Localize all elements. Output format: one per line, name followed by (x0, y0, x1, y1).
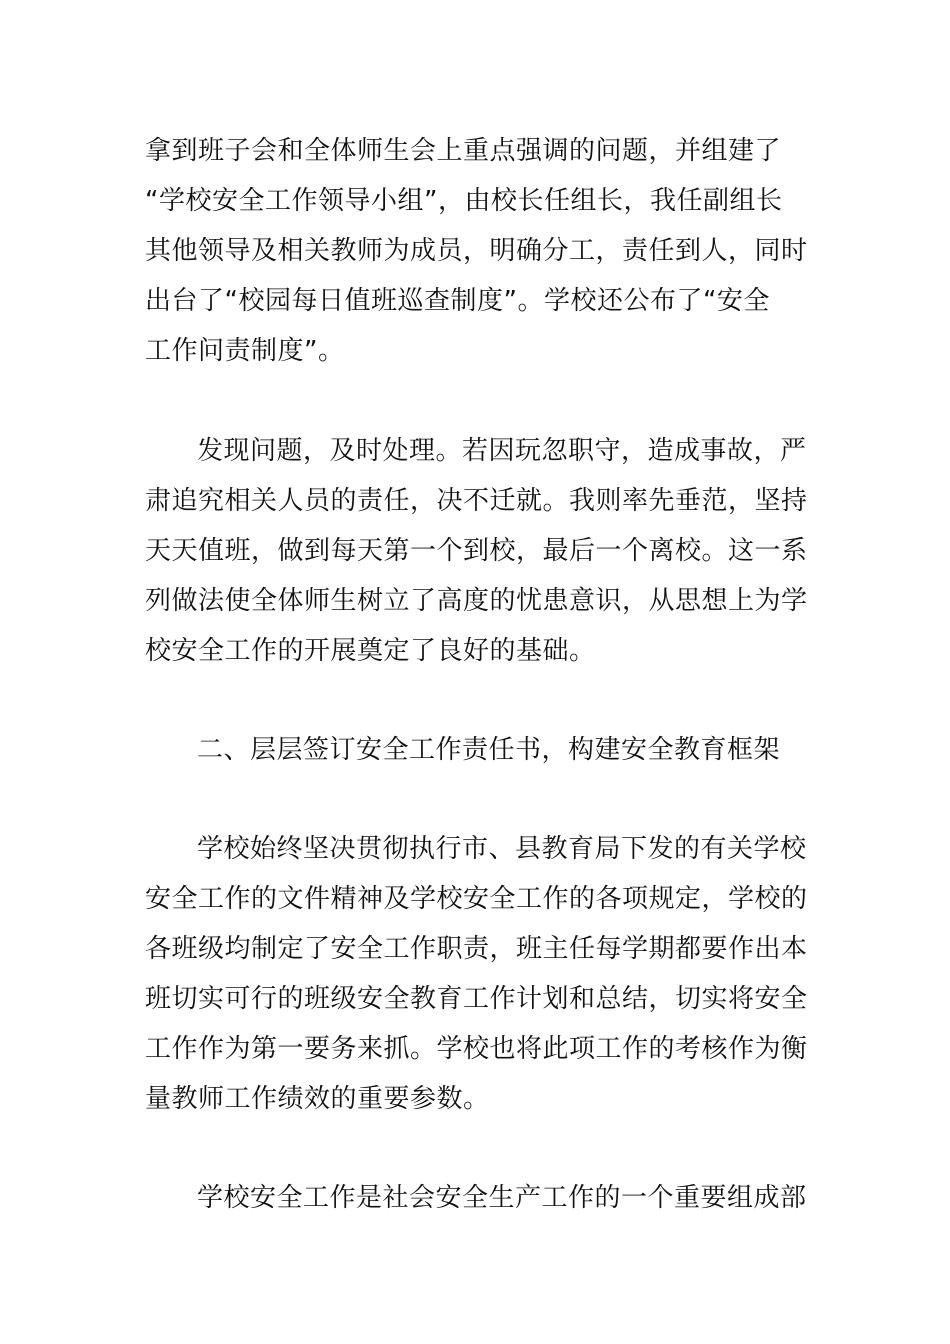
text-line: 工作作为第一要务来抓。学校也将此项工作的考核作为衡 (145, 1034, 808, 1064)
text-line: 量教师工作绩效的重要参数。 (145, 1084, 490, 1114)
text-line: 列做法使全体师生树立了高度的忧患意识，从思想上为学 (145, 586, 808, 616)
text-line: 肃追究相关人员的责任，决不迁就。我则率先垂范，坚持 (145, 486, 808, 516)
text-line: 安全工作的文件精神及学校安全工作的各项规定，学校的 (145, 884, 808, 914)
text-line: “学校安全工作领导小组”，由校长任组长，我任副组长 (145, 186, 783, 216)
text-line: 出台了“校园每日值班巡查制度”。学校还公布了“安全 (145, 286, 770, 316)
text-line: 学校安全工作是社会安全生产工作的一个重要组成部 (197, 1183, 807, 1213)
text-line: 学校始终坚决贯彻执行市、县教育局下发的有关学校 (197, 834, 807, 864)
text-line: 拿到班子会和全体师生会上重点强调的问题，并组建了 (145, 136, 782, 166)
text-line: 发现问题，及时处理。若因玩忽职守，造成事故，严 (197, 436, 807, 466)
section-heading: 二、层层签订安全工作责任书，构建安全教育框架 (197, 735, 781, 765)
text-line: 班切实可行的班级安全教育工作计划和总结，切实将安全 (145, 984, 808, 1014)
text-line: 校安全工作的开展奠定了良好的基础。 (145, 636, 596, 666)
text-line: 各班级均制定了安全工作职责，班主任每学期都要作出本 (145, 934, 808, 964)
text-line: 天天值班，做到每天第一个到校，最后一个离校。这一系 (145, 536, 808, 566)
text-line: 工作问责制度”。 (145, 336, 345, 366)
text-line: 其他领导及相关教师为成员，明确分工，责任到人，同时 (145, 236, 808, 266)
